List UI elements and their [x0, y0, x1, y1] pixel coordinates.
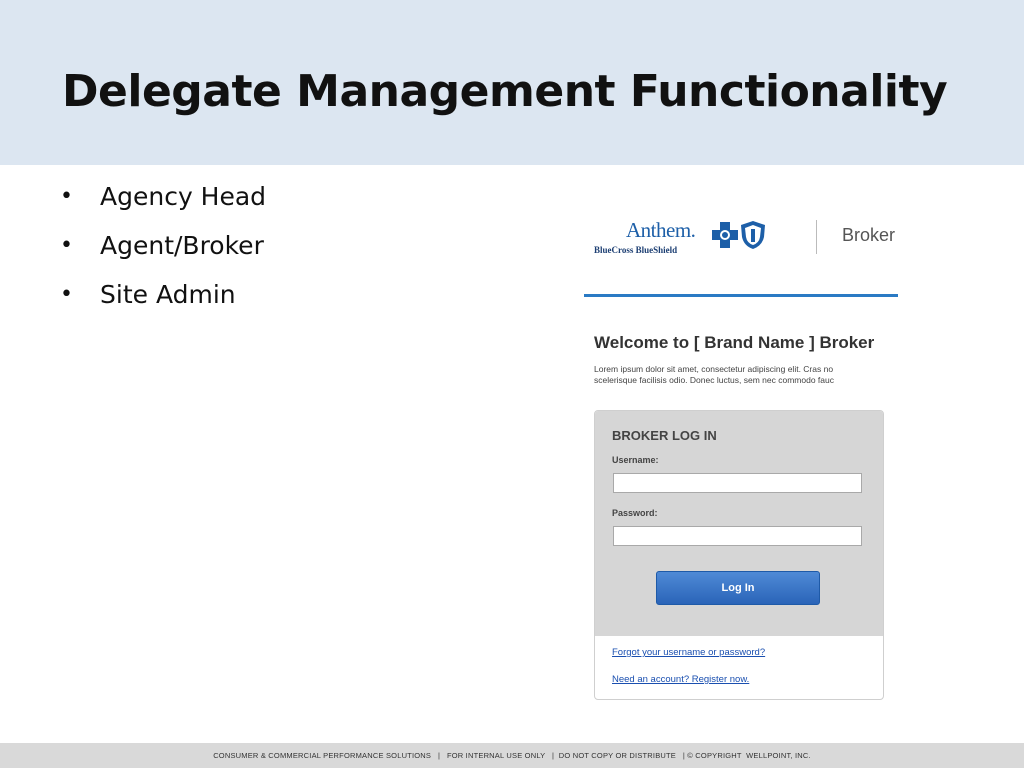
slide-title: Delegate Management Functionality	[62, 66, 948, 117]
register-link[interactable]: Need an account? Register now.	[612, 674, 750, 685]
login-card	[594, 410, 884, 700]
forgot-credentials-link[interactable]: Forgot your username or password?	[612, 647, 766, 658]
password-label: Password:	[612, 508, 658, 518]
username-label: Username:	[612, 455, 659, 465]
bullet-text: Site Admin	[100, 280, 236, 309]
intro-text: Lorem ipsum dolor sit amet, consectetur adipiscing elit. Cras no scelerisque facilisis odio. Donec luctus, sem nec commodo fauc	[594, 364, 834, 385]
password-input[interactable]	[613, 526, 862, 546]
bullet-dot: •	[60, 282, 73, 307]
bullet-text: Agent/Broker	[100, 231, 264, 260]
brand-sub: BlueCross BlueShield	[594, 245, 678, 255]
bullet-item	[60, 270, 266, 319]
bullet-text: Agency Head	[100, 182, 267, 211]
bullet-item	[60, 172, 266, 221]
cross-icon	[712, 222, 738, 248]
brand-name: Anthem.	[626, 218, 696, 242]
bullet-dot: •	[60, 233, 73, 258]
username-input[interactable]	[613, 473, 862, 493]
embedded-login-screenshot	[584, 200, 898, 705]
login-button[interactable]: Log In	[656, 571, 820, 605]
header-rule	[584, 294, 898, 297]
bullet-dot: •	[60, 184, 73, 209]
shield-icon	[740, 220, 766, 250]
portal-label: Broker	[842, 225, 896, 245]
welcome-heading: Welcome to [ Brand Name ] Broker	[594, 333, 875, 352]
bullet-item	[60, 221, 266, 270]
login-panel	[595, 411, 884, 636]
header-divider	[816, 220, 817, 254]
slide-footer: CONSUMER & COMMERCIAL PERFORMANCE SOLUTIONS | FOR INTERNAL USE ONLY | DO NOT COPY OR DISTRIBUTE | © COPYRIGHT WELLPOINT, INC.	[0, 743, 1024, 768]
anthem-logo	[594, 218, 714, 258]
bullet-list	[60, 172, 266, 319]
title-band	[0, 0, 1024, 165]
login-heading: BROKER LOG IN	[612, 428, 717, 443]
